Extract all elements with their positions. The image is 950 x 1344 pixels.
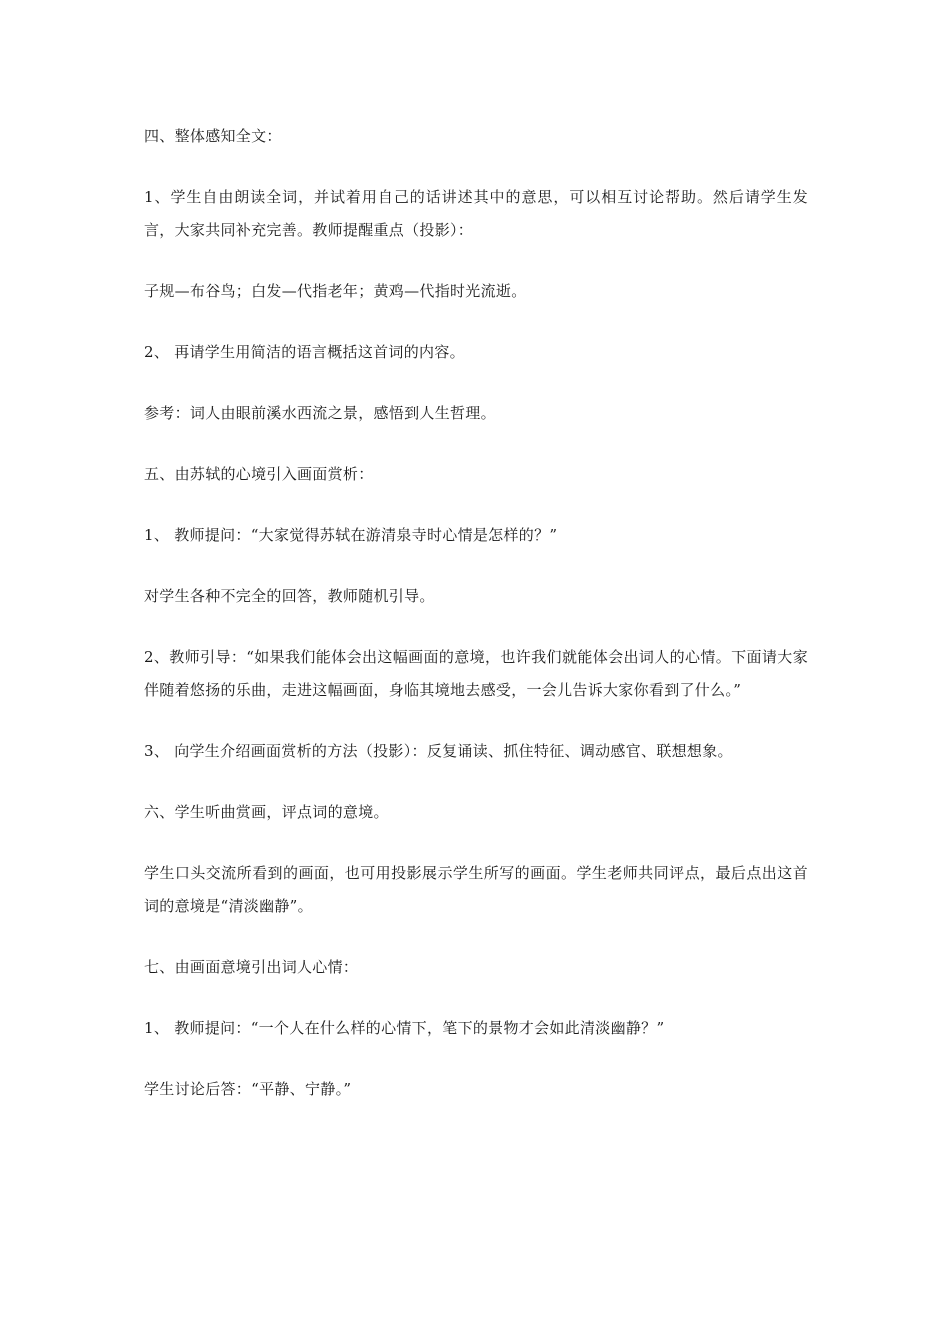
- paragraph: 1、学生自由朗读全词，并试着用自己的话讲述其中的意思，可以相互讨论帮助。然后请学生发言，大家共同补充完善。教师提醒重点（投影）：: [144, 188, 808, 239]
- paragraph: 2、教师引导：“如果我们能体会出这幅画面的意境，也许我们就能体会出词人的心情。下面请大家伴随着悠扬的乐曲，走进这幅画面，身临其境地去感受，一会儿告诉大家你看到了什么。”: [144, 648, 808, 699]
- section-heading-6: 六、学生听曲赏画，评点词的意境。: [144, 803, 389, 821]
- paragraph: 2、 再请学生用简洁的语言概括这首词的内容。: [144, 343, 465, 361]
- paragraph: 学生口头交流所看到的画面，也可用投影展示学生所写的画面。学生老师共同评点，最后点出这首词的意境是“清淡幽静”。: [144, 864, 808, 915]
- paragraph: 子规—布谷鸟；白发—代指老年；黄鸡—代指时光流逝。: [144, 282, 527, 300]
- paragraph: 1、 教师提问：“一个人在什么样的心情下，笔下的景物才会如此清淡幽静？”: [144, 1019, 665, 1037]
- paragraph: 学生讨论后答：“平静、宁静。”: [144, 1080, 352, 1098]
- section-heading-5: 五、由苏轼的心境引入画面赏析：: [144, 465, 374, 483]
- paragraph: 参考：词人由眼前溪水西流之景，感悟到人生哲理。: [144, 404, 496, 422]
- section-heading-4: 四、整体感知全文：: [144, 127, 282, 145]
- paragraph: 1、 教师提问：“大家觉得苏轼在游清泉寺时心情是怎样的？”: [144, 526, 558, 544]
- paragraph: 对学生各种不完全的回答，教师随机引导。: [144, 587, 435, 605]
- document-body: [144, 120, 808, 1134]
- paragraph: 3、 向学生介绍画面赏析的方法（投影）：反复诵读、抓住特征、调动感官、联想想象。: [144, 742, 733, 760]
- section-heading-7: 七、由画面意境引出词人心情：: [144, 958, 359, 976]
